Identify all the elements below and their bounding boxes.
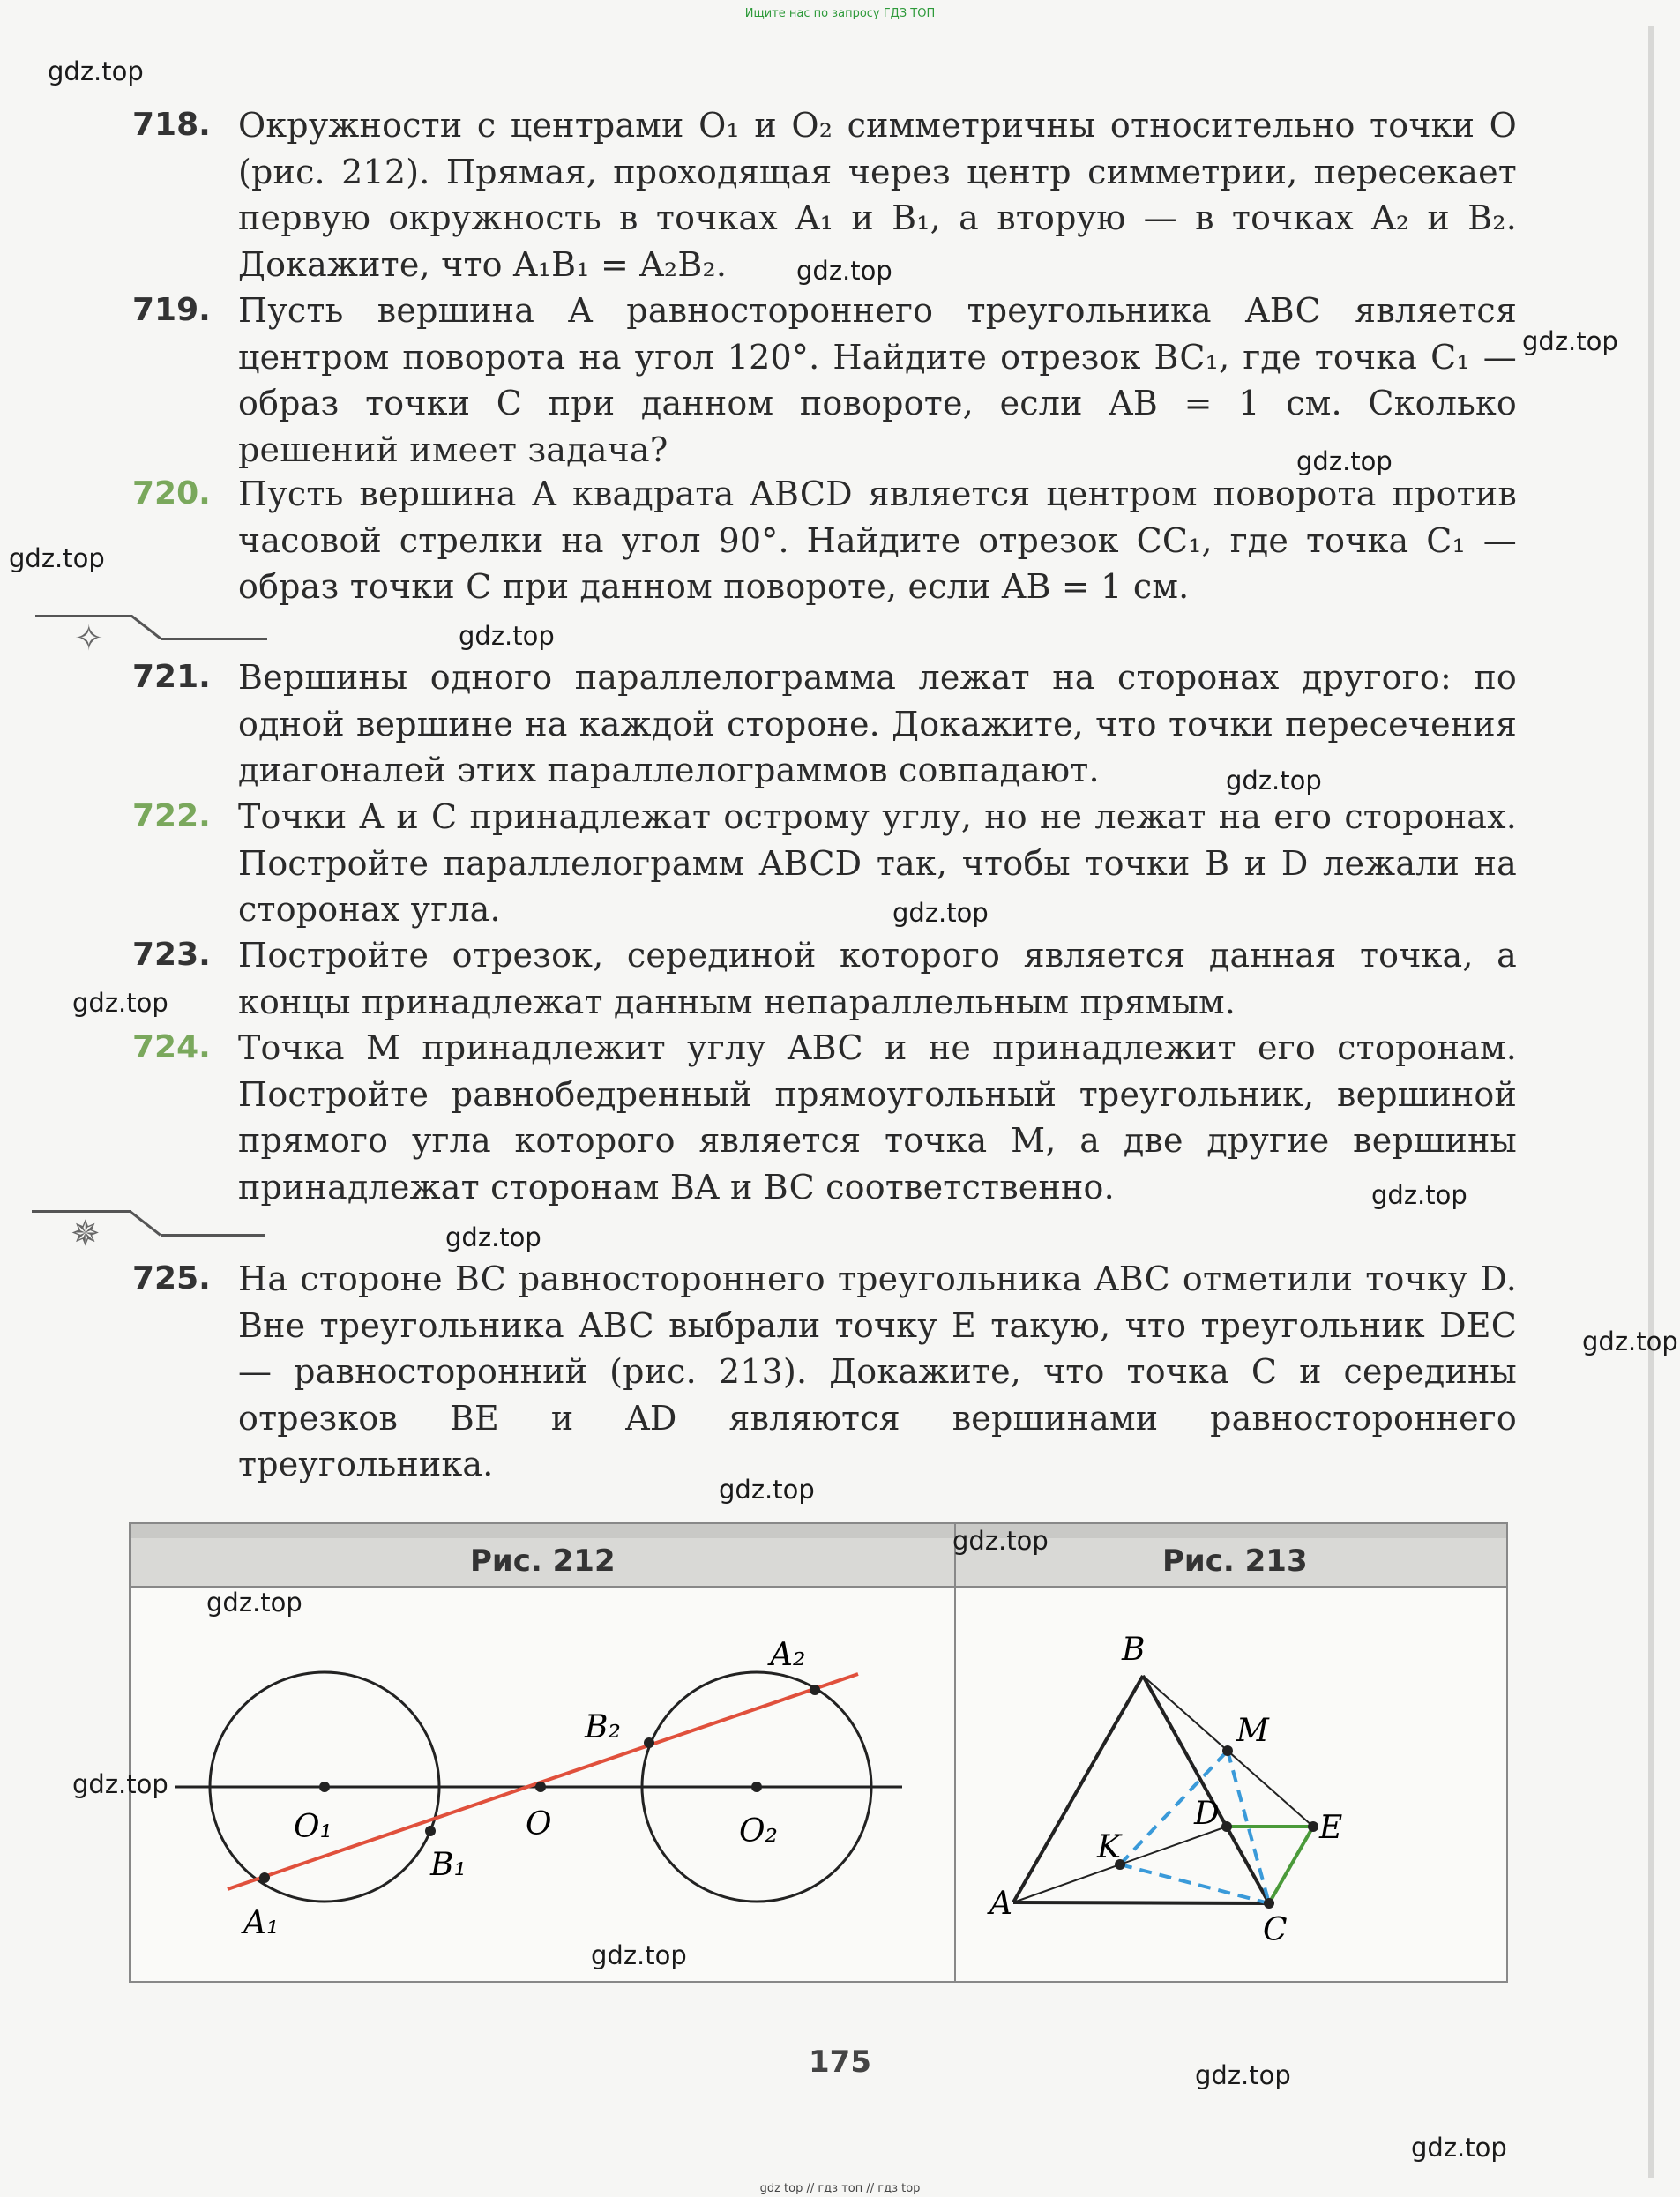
point-d [1221,1821,1232,1832]
watermark: gdz.top [719,1475,815,1505]
side-ec [1269,1827,1313,1903]
point-b1 [425,1826,436,1836]
problem-723 [132,932,1517,1025]
point-b2 [644,1737,654,1748]
label-e: E [1319,1810,1343,1846]
top-banner: Ищите нас по запросу ГДЗ ТОП [744,7,936,20]
watermark: gdz.top [892,898,989,928]
watermark: gdz.top [48,56,144,86]
problem-722 [132,794,1517,933]
page-number: 175 [809,2044,871,2080]
bottom-banner: gdz top // гдз топ // гдз top [759,2182,921,2195]
label-o1: O₁ [294,1809,332,1845]
problem-text: Пусть вершина A квадрата ABCD является центром поворота против часовой стрелки на угол 90°. Найдите отрезок CC₁, где точка C₁ — образ точки C при данном повороте, если AB = 1 см. [238,475,1517,606]
label-a: A [989,1886,1012,1922]
watermark: gdz.top [1411,2133,1507,2163]
label-d: D [1194,1796,1220,1832]
figure-213-title: Рис. 213 [1162,1543,1308,1579]
point-m [1222,1745,1233,1756]
watermark: gdz.top [1582,1326,1678,1356]
point-o [535,1782,546,1792]
problem-725 [132,1256,1517,1488]
label-a1: A₁ [243,1905,280,1941]
side-ac [1013,1902,1269,1903]
watermark: gdz.top [952,1526,1049,1556]
watermark: gdz.top [72,1769,168,1799]
problem-number: 719. [132,292,211,328]
problem-text: Пусть вершина A равностороннего треугольника ABC является центром поворота на угол 120°. Найдите отрезок BC₁, где точка C₁ — образ точки C при данном повороте, если AB = 1 см. Сколько решений имеет задача? [238,291,1517,469]
problem-number: 724. [132,1029,211,1065]
watermark: gdz.top [1522,326,1618,356]
problem-number: 725. [132,1260,211,1297]
problem-719 [132,288,1517,473]
point-e [1308,1821,1318,1832]
section-divider [32,1210,261,1254]
secant-line [228,1674,858,1889]
problem-text: Окружности с центрами O₁ и O₂ симметричны относительно точки O (рис. 212). Прямая, проходящая через центр симметрии, пересекает первую окружность в точках A₁ и B₁, а вторую — в точках A₂ и B₂. Докажите, что A₁B₁ = A₂B₂. [238,106,1517,284]
watermark: gdz.top [459,621,555,651]
watermark: gdz.top [72,988,168,1018]
point-a1 [259,1872,270,1883]
problem-number: 720. [132,475,211,512]
watermark: gdz.top [9,543,105,573]
label-o: O [526,1806,552,1842]
watermark: gdz.top [1226,766,1322,796]
label-b2: B₂ [585,1709,621,1745]
section-divider [35,615,265,659]
label-c: C [1263,1912,1288,1948]
point-c [1264,1898,1274,1909]
problem-number: 722. [132,798,211,834]
watermark: gdz.top [1195,2060,1291,2090]
point-a2 [810,1685,820,1695]
problem-text: Точка M принадлежит углу ABC и не принадлежит его сторонам. Постройте равнобедренный прямоугольный треугольник, вершиной прямого угла которого является точка M, а две другие вершины принадлежат сторонам BA и BC соответственно. [238,1028,1517,1207]
problem-text: Точки A и C принадлежат острому углу, но не лежат на его сторонах. Постройте параллелограмм ABCD так, чтобы точки B и D лежали на сторонах угла. [238,797,1517,929]
problem-724 [132,1025,1517,1210]
page-edge [1648,26,1654,2178]
problem-text: Вершины одного параллелограмма лежат на сторонах другого: по одной вершине на каждой стороне. Докажите, что точки пересечения диагоналей этих параллелограммов совпадают. [238,658,1517,789]
dashed-kc [1120,1864,1269,1903]
figure-213 [956,1588,1508,1981]
problem-number: 721. [132,659,211,695]
burst-icon: ✵ [71,1214,101,1254]
label-o2: O₂ [739,1813,778,1850]
watermark: gdz.top [591,1940,687,1970]
label-b: B [1122,1632,1146,1668]
problem-720 [132,471,1517,610]
watermark: gdz.top [206,1588,302,1618]
figure-212-title: Рис. 212 [470,1543,616,1579]
watermark: gdz.top [796,256,892,286]
point-o2 [751,1782,762,1792]
problem-number: 723. [132,937,211,973]
watermark: gdz.top [1296,446,1393,476]
problem-number: 718. [132,107,211,143]
point-o1 [319,1782,330,1792]
label-k: K [1097,1829,1121,1865]
problem-text: На стороне BC равностороннего треугольника ABC отметили точку D. Вне треугольника ABC выбрали точку E такую, что треугольник DEC — равносторонний (рис. 213). Докажите, что точка C и середины отрезков BE и AD являются вершинами равностороннего треугольника. [238,1259,1517,1483]
label-a2: A₂ [770,1637,806,1673]
watermark: gdz.top [1371,1180,1467,1210]
problem-text: Постройте отрезок, серединой которого является данная точка, а концы принадлежат данным непараллельным прямым. [238,936,1517,1021]
side-bc [1143,1676,1269,1903]
figure-212 [131,1588,952,1981]
watermark: gdz.top [445,1222,541,1252]
label-m: M [1236,1713,1269,1749]
star-icon: ✧ [74,618,104,659]
label-b1: B₁ [430,1847,467,1883]
figures-table [129,1522,1508,1983]
